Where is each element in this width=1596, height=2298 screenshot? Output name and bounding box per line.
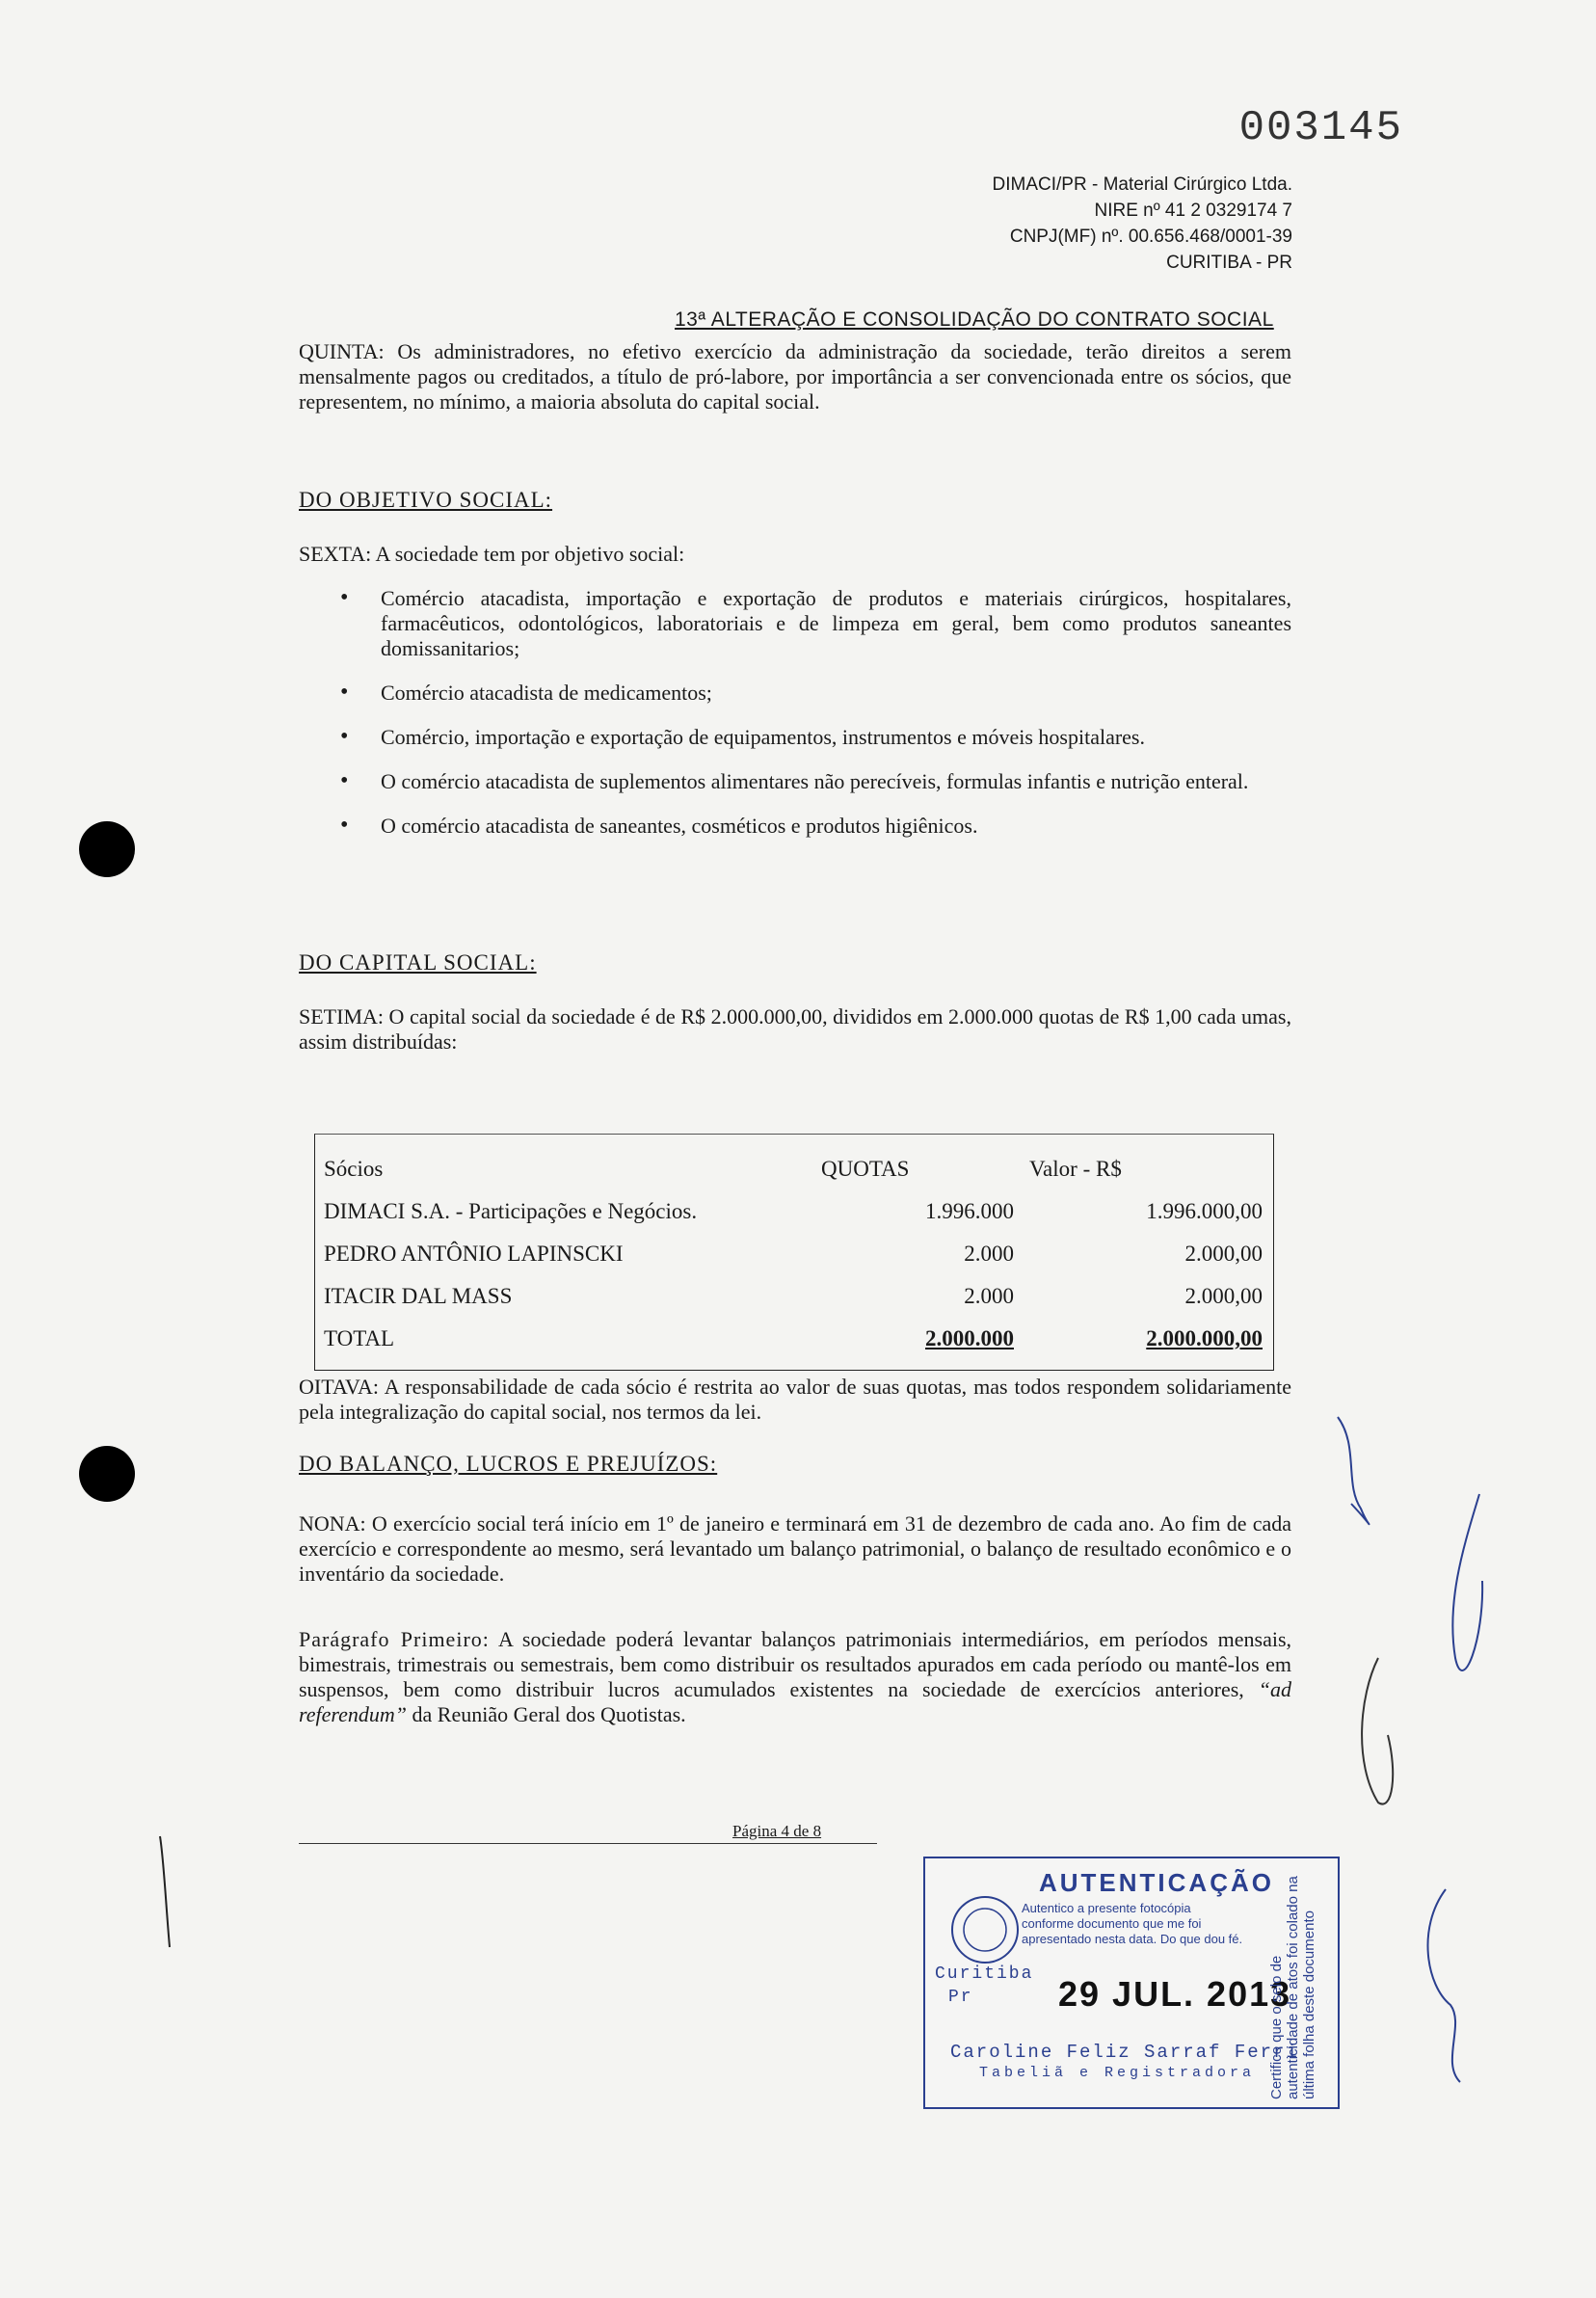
stamp-notary-role: Tabeliã e Registradora [979,2065,1256,2081]
list-item: • Comércio atacadista de medicamentos; [381,681,1291,706]
company-nire: NIRE nº 41 2 0329174 7 [1094,200,1292,221]
clause-sexta: SEXTA: A sociedade tem por objetivo social: [299,542,685,566]
stamp-text: Autentico a presente fotocópia conforme documento que me foi apresentado nesta data. Do que dou fé. [1022,1901,1243,1946]
document-number: 003145 [1238,104,1403,152]
clause-nona: NONA: O exercício social terá início em 1º de janeiro e terminará em 31 de dezembro de cada ano. Ao fim de cada exercício e correspondente ao mesmo, será levantado um balanço patrimonial, o balanço de resultado econômico e o inventário da sociedade. [299,1511,1291,1586]
signature-right-3 [1362,1658,1393,1804]
paragrafo-italic: “ad referendum” [299,1677,1291,1726]
header-quotas: QUOTAS [821,1157,910,1181]
signature-right-2 [1452,1494,1482,1670]
paragrafo-end: da Reunião Geral dos Quotistas. [412,1702,686,1726]
stamp-side-text: Certifico que o selo de autenticidade de atos foi colado na última folha deste documento [1268,1876,1317,2099]
signature-left [160,1836,170,1947]
list-item: • O comércio atacadista de suplementos alimentares não perecíveis, formulas infantis e nutrição enteral. [381,769,1291,794]
notary-seal-icon [939,1893,1031,1966]
signature-right-1 [1338,1417,1370,1524]
cell-total-label: TOTAL [324,1326,395,1350]
header-valor: Valor - R$ [1029,1157,1122,1181]
page-number: Página 4 de 8 [732,1822,822,1840]
list-item: • Comércio atacadista, importação e exportação de produtos e materiais cirúrgicos, hospitalares, farmacêuticos, odontológicos, laboratoriais e de limpeza em geral, bem como produtos saneantes domissanitarios; [381,586,1291,661]
company-cnpj: CNPJ(MF) nº. 00.656.468/0001-39 [1009,227,1292,247]
cell-socio: ITACIR DAL MASS [324,1284,513,1308]
cell-socio: PEDRO ANTÔNIO LAPINSCKI [324,1242,624,1266]
cell-quotas: 2.000 [964,1242,1014,1266]
clause-quinta: QUINTA: Os administradores, no efetivo exercício da administração da sociedade, terão direitos a serem mensalmente pagos ou creditados, a título de pró-labore, por importância a ser convencionada entre os sócios, que representem, no mínimo, a maioria absoluta do capital social. [299,339,1291,414]
stamp-city: Curitiba [935,1964,1034,1984]
paragrafo-label: Parágrafo Primeiro: [299,1627,490,1651]
stamp-notary-name: Caroline Feliz Sarraf Ferri [950,2042,1299,2063]
company-name: DIMACI/PR - Material Cirúrgico Ltda. [992,174,1292,195]
heading-balanco: DO BALANÇO, LUCROS E PREJUÍZOS: [299,1452,718,1476]
list-item: • Comércio, importação e exportação de equipamentos, instrumentos e móveis hospitalares. [381,725,1291,750]
stamp-state: Pr [948,1988,973,2007]
cell-quotas: 2.000 [964,1284,1014,1308]
paragrafo-text: A sociedade poderá levantar balanços patrimoniais intermediários, em períodos mensais, bimestrais, trimestrais ou semestrais, bem como distribuir os resultados apurados em cada período ou mantê-los em suspensos, bem como distribuir lucros acumulados existentes na sociedade de exercícios anteriores, [299,1627,1292,1701]
heading-objetivo: DO OBJETIVO SOCIAL: [299,488,553,512]
cell-valor: 2.000,00 [1184,1242,1263,1266]
clause-oitava: OITAVA: A responsabilidade de cada sócio é restrita ao valor de suas quotas, mas todos respondem solidariamente pela integralização do capital social, nos termos da lei. [299,1375,1291,1424]
company-city: CURITIBA - PR [1166,253,1292,273]
cell-total-valor: 2.000.000,00 [1146,1326,1263,1350]
cell-quotas: 1.996.000 [925,1199,1014,1223]
clause-setima: SETIMA: O capital social da sociedade é de R$ 2.000.000,00, divididos em 2.000.000 quotas de R$ 1,00 cada umas, assim distribuídas: [299,1004,1291,1054]
cell-valor: 1.996.000,00 [1146,1199,1263,1223]
signature-right-4 [1427,1889,1460,2082]
authentication-stamp [923,1857,1340,2109]
cell-socio: DIMACI S.A. - Participações e Negócios. [324,1199,698,1223]
stamp-location [935,1963,1033,2009]
cell-total-quotas: 2.000.000 [925,1326,1014,1350]
heading-capital: DO CAPITAL SOCIAL: [299,950,537,975]
document-title: 13ª ALTERAÇÃO E CONSOLIDAÇÃO DO CONTRATO SOCIAL [675,308,1274,331]
list-item: • O comércio atacadista de saneantes, cosméticos e produtos higiênicos. [381,814,1291,839]
stamp-title: AUTENTICAÇÃO [1039,1868,1274,1897]
cell-valor: 2.000,00 [1184,1284,1263,1308]
header-socios: Sócios [324,1157,384,1181]
stamp-date: 29 JUL. 2013 [1058,1974,1292,2014]
